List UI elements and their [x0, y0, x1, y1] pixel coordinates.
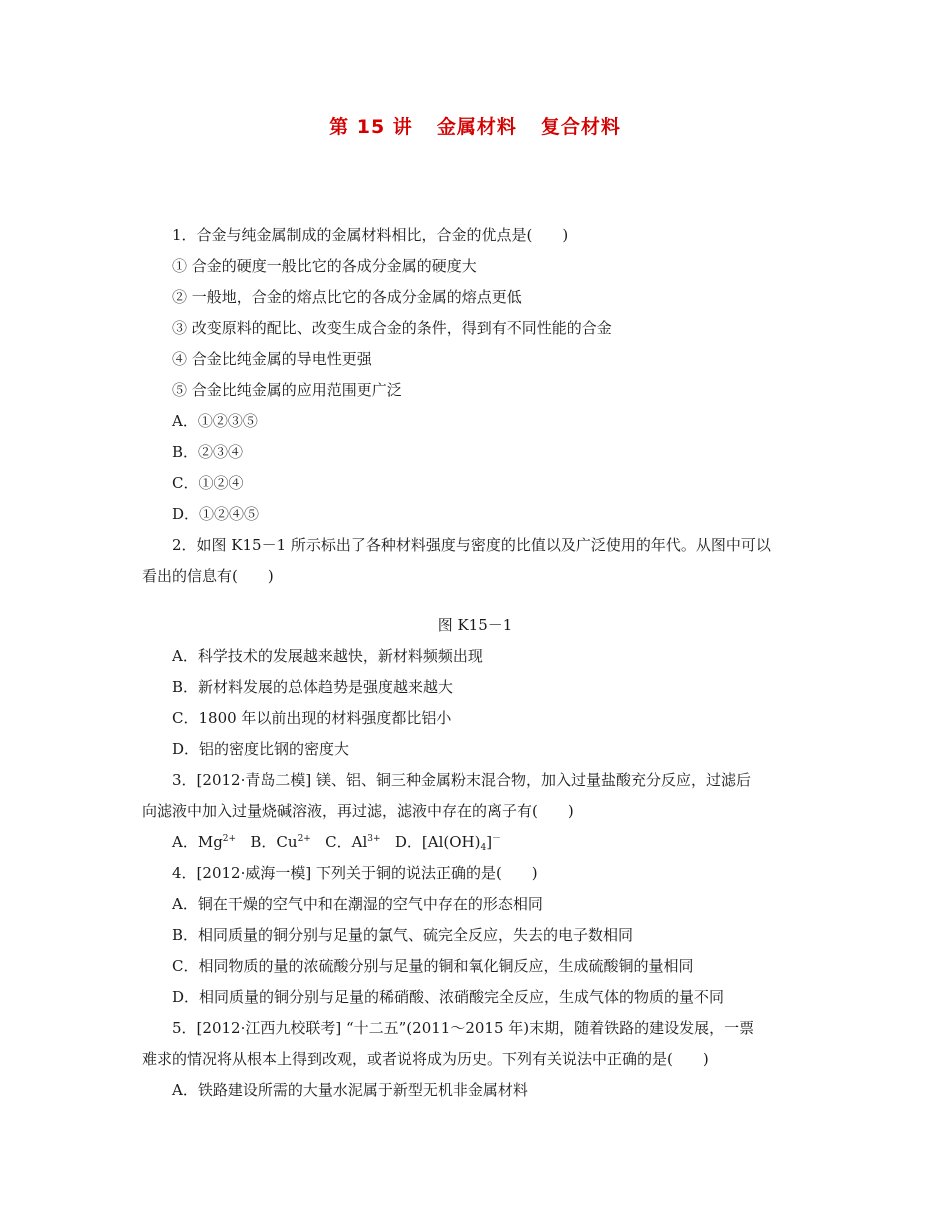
q1-option-b: B．②③④ [172, 443, 244, 461]
q1-stem: 1．合金与纯金属制成的金属材料相比，合金的优点是( ) [172, 226, 569, 244]
q5-stem-line2: 难求的情况将从根本上得到改观，或者说将成为历史。下列有关说法中正确的是( ) [142, 1050, 709, 1068]
page-title [0, 112, 950, 139]
q2-stem-line1: 2．如图 K15－1 所示标出了各种材料强度与密度的比值以及广泛使用的年代。从图中可以 [172, 536, 771, 554]
q3-option-c: C．$Al^{3+}$ [325, 833, 381, 851]
q1-statement-5: ⑤ 合金比纯金属的应用范围更广泛 [172, 381, 402, 399]
q4-option-a: A．铜在干燥的空气中和在潮湿的空气中存在的形态相同 [172, 895, 543, 913]
q4-option-b: B．相同质量的铜分别与足量的氯气、硫完全反应，失去的电子数相同 [172, 926, 634, 944]
q4-stem: 4．[2012·威海一模] 下列关于铜的说法正确的是( ) [172, 864, 538, 882]
q2-option-d: D．铝的密度比钢的密度大 [172, 740, 350, 758]
q1-option-c: C．①②④ [172, 474, 244, 492]
title-topic-composite: 复合材料 [540, 116, 621, 138]
q1-statement-4: ④ 合金比纯金属的导电性更强 [172, 350, 372, 368]
q3-stem-line2: 向滤液中加入过量烧碱溶液，再过滤，滤液中存在的离子有( ) [142, 802, 574, 820]
lesson-number: 第 15 讲 [329, 116, 413, 138]
q3-option-b: B．$Cu^{2+}$ [250, 833, 311, 851]
q4-option-d: D．相同质量的铜分别与足量的稀硝酸、浓硝酸完全反应，生成气体的物质的量不同 [172, 988, 725, 1006]
q1-statement-3: ③ 改变原料的配比、改变生成合金的条件，得到有不同性能的合金 [172, 319, 612, 337]
q2-option-c: C．1800 年以前出现的材料强度都比铝小 [172, 709, 452, 727]
figure-caption: 图 K15－1 [437, 616, 513, 634]
q3-options [172, 832, 501, 852]
q2-option-a: A．科学技术的发展越来越快，新材料频频出现 [172, 647, 483, 665]
q5-stem-line1: 5．[2012·江西九校联考] “十二五”(2011～2015 年)末期，随着铁路的建设发展，一票 [172, 1019, 755, 1037]
q4-option-c: C．相同物质的量的浓硫酸分别与足量的铜和氧化铜反应，生成硫酸铜的量相同 [172, 957, 694, 975]
q1-option-a: A．①②③⑤ [172, 412, 258, 430]
q1-option-d: D．①②④⑤ [172, 505, 260, 523]
q2-option-b: B．新材料发展的总体趋势是强度越来越大 [172, 678, 454, 696]
q1-statement-1: ① 合金的硬度一般比它的各成分金属的硬度大 [172, 257, 477, 275]
title-topic-metal: 金属材料 [436, 116, 517, 138]
q3-option-a: A．$Mg^{2+}$ [172, 833, 237, 851]
q3-stem-line1: 3．[2012·青岛二模] 镁、铝、铜三种金属粉末混合物，加入过量盐酸充分反应，过滤后 [172, 771, 751, 789]
q5-option-a: A．铁路建设所需的大量水泥属于新型无机非金属材料 [172, 1081, 528, 1099]
q2-stem-line2: 看出的信息有( ) [142, 567, 274, 585]
q3-option-d: D．$[Al(OH)_4]^-$ [394, 833, 502, 853]
q1-statement-2: ② 一般地，合金的熔点比它的各成分金属的熔点更低 [172, 288, 522, 306]
